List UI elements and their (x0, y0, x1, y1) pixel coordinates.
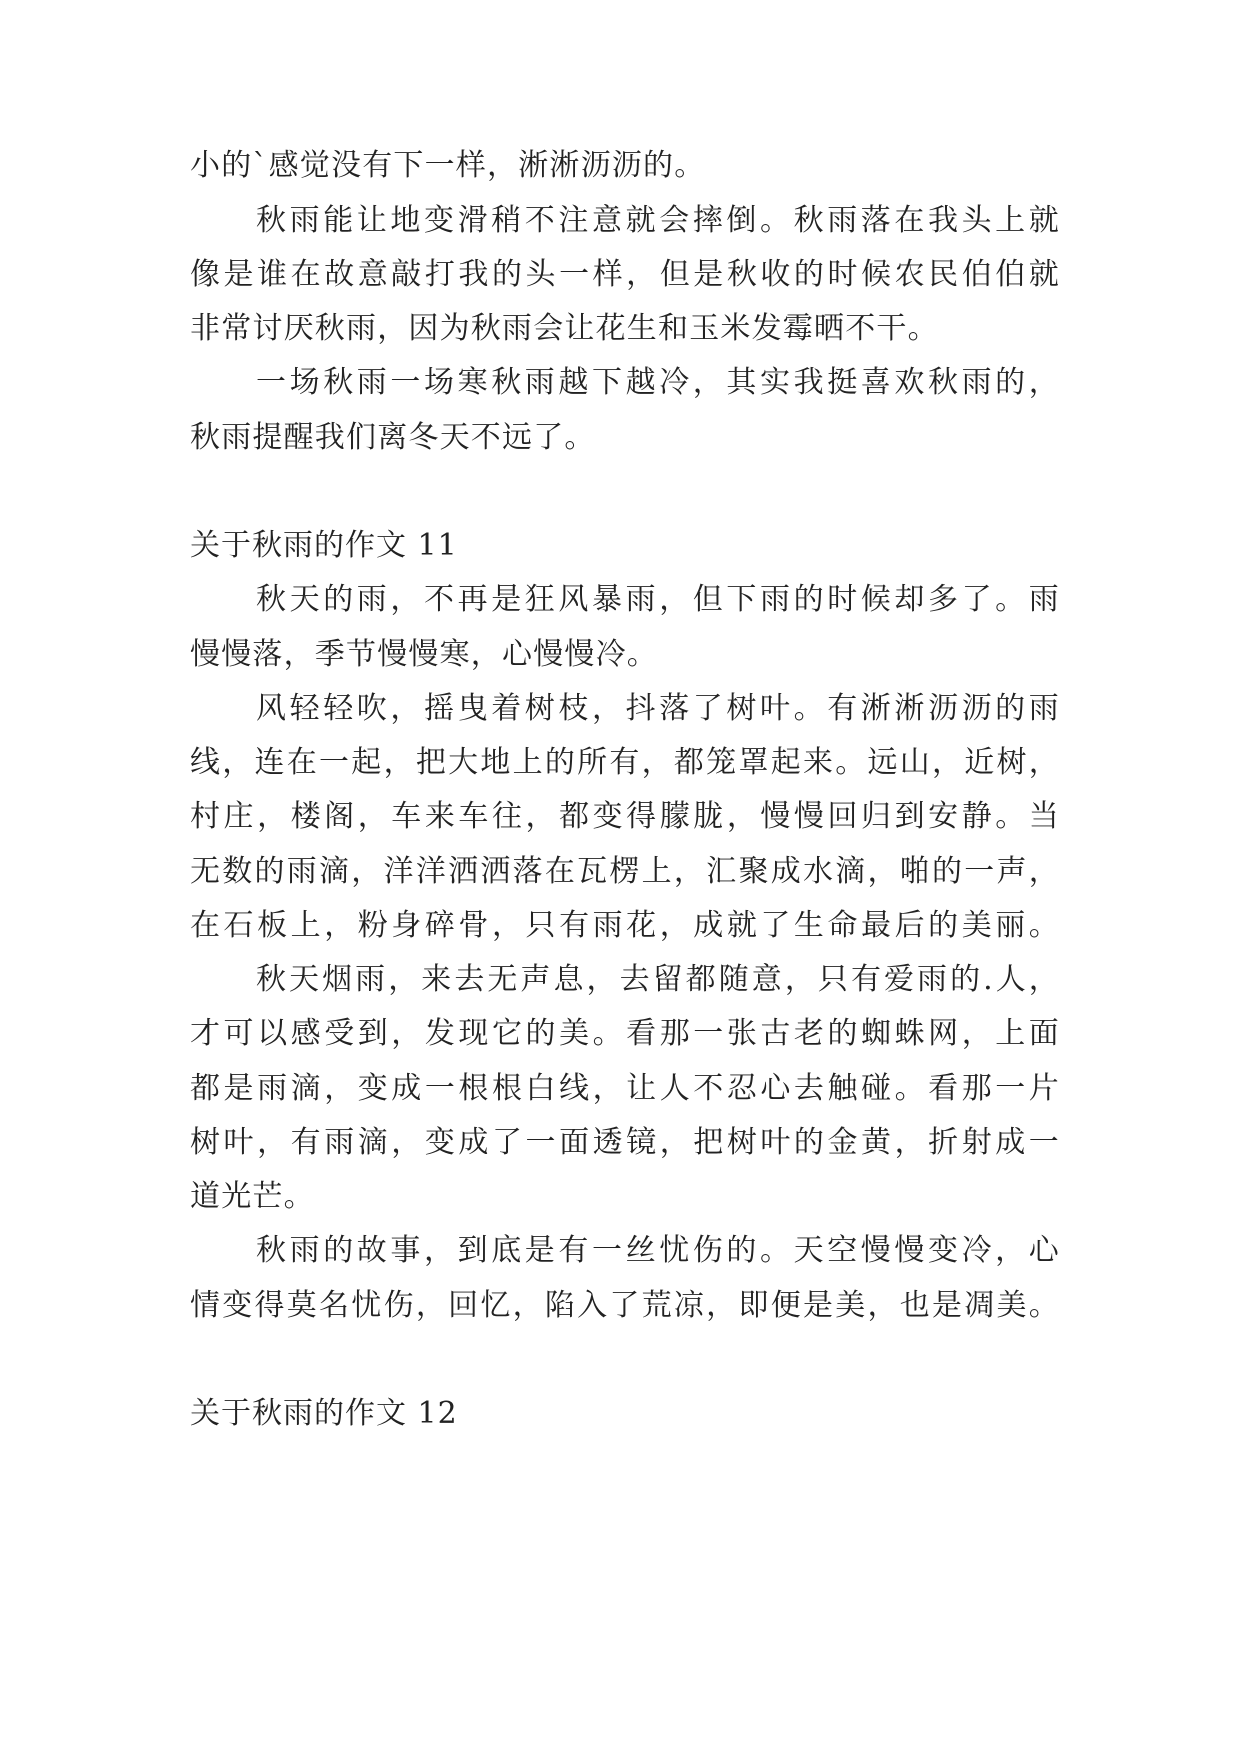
paragraph-line: 线，连在一起，把大地上的所有，都笼罩起来。远山，近树， (190, 745, 1060, 780)
section-heading: 关于秋雨的作文 11 (190, 528, 458, 563)
paragraph-line: 秋天烟雨，来去无声息，去留都随意，只有爱雨的.人， (256, 962, 1060, 997)
paragraph-line: 一场秋雨一场寒秋雨越下越冷，其实我挺喜欢秋雨的， (256, 365, 1060, 400)
paragraph-line: 都是雨滴，变成一根根白线，让人不忍心去触碰。看那一片 (190, 1071, 1060, 1106)
paragraph-line: 无数的雨滴，洋洋洒洒落在瓦楞上，汇聚成水滴，啪的一声， (190, 854, 1060, 889)
paragraph-line: 像是谁在故意敲打我的头一样，但是秋收的时候农民伯伯就 (190, 257, 1060, 292)
paragraph-line: 秋雨能让地变滑稍不注意就会摔倒。秋雨落在我头上就 (256, 203, 1060, 238)
paragraph-line: 非常讨厌秋雨，因为秋雨会让花生和玉米发霉晒不干。 (190, 311, 939, 346)
paragraph-line: 树叶，有雨滴，变成了一面透镜，把树叶的金黄，折射成一 (190, 1125, 1060, 1160)
paragraph-line: 风轻轻吹，摇曳着树枝，抖落了树叶。有淅淅沥沥的雨 (256, 691, 1060, 726)
paragraph-line: 才可以感受到，发现它的美。看那一张古老的蜘蛛网，上面 (190, 1016, 1060, 1051)
section-heading: 关于秋雨的作文 12 (190, 1396, 458, 1431)
paragraph-line: 在石板上，粉身碎骨，只有雨花，成就了生命最后的美丽。 (190, 908, 1060, 943)
paragraph-line: 村庄，楼阁，车来车往，都变得朦胧，慢慢回归到安静。当 (190, 799, 1060, 834)
paragraph-line: 小的`感觉没有下一样，淅淅沥沥的。 (190, 148, 706, 183)
paragraph-line: 秋雨提醒我们离冬天不远了。 (190, 420, 596, 455)
paragraph-line: 慢慢落，季节慢慢寒，心慢慢冷。 (190, 637, 658, 672)
paragraph-line: 秋天的雨，不再是狂风暴雨，但下雨的时候却多了。雨 (256, 582, 1060, 617)
paragraph-line: 道光芒。 (190, 1179, 315, 1214)
paragraph-line: 秋雨的故事，到底是有一丝忧伤的。天空慢慢变冷，心 (256, 1233, 1060, 1268)
paragraph-line: 情变得莫名忧伤，回忆，陷入了荒凉，即便是美，也是凋美。 (190, 1288, 1060, 1323)
